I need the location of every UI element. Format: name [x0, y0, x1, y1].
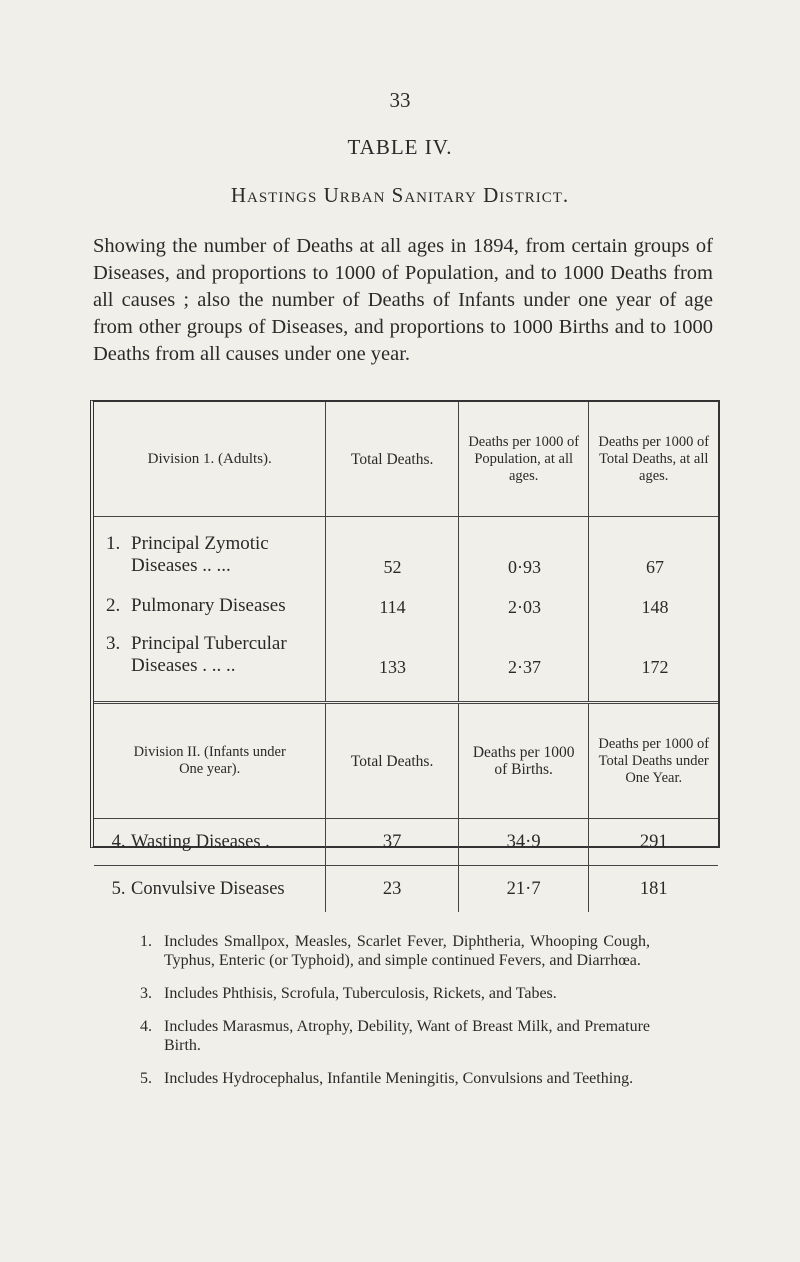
- row-total: 114: [379, 597, 406, 617]
- division2-header-per-births: Deaths per 1000 of Births.: [458, 704, 589, 818]
- row-per-births: 21·7: [458, 866, 589, 912]
- table-row: [94, 865, 718, 912]
- row-per-deaths: 148: [641, 597, 669, 617]
- table-row-label: [106, 595, 326, 617]
- row-number: 2.: [106, 595, 121, 616]
- division2-header: [94, 704, 718, 819]
- footnote-number: 4.: [140, 1018, 152, 1035]
- row-per-deaths: 67: [646, 557, 664, 577]
- row-total: 52: [383, 557, 402, 577]
- footnote-number: 1.: [140, 933, 152, 950]
- footnote-number: 5.: [140, 1070, 152, 1087]
- table-title: TABLE IV.: [347, 135, 453, 159]
- row-per-deaths: 181: [588, 866, 718, 912]
- row-total: 23: [325, 866, 458, 912]
- footnote: [140, 1069, 650, 1088]
- footnote-text: Includes Marasmus, Atrophy, Debility, Want of Breast Milk, and Premature Birth.: [164, 1018, 650, 1054]
- mortality-table: [90, 400, 720, 899]
- division2-header-per-deaths: Deaths per 1000 of Total Deaths under One Year.: [588, 704, 718, 818]
- row-label-line1: Pulmonary Diseases: [131, 595, 286, 616]
- row-number: 5.: [111, 878, 126, 899]
- row-number: 3.: [106, 633, 121, 654]
- row-per-population: 0·93: [508, 557, 541, 577]
- division1-header-per-population: Deaths per 1000 of Population, at all ages.: [458, 402, 589, 516]
- row-number: 4.: [111, 831, 126, 852]
- row-per-population: 2·03: [508, 597, 541, 617]
- row-label-line1: Principal Tubercular: [131, 633, 287, 654]
- row-total: 133: [379, 657, 406, 677]
- division1-header-total: Total Deaths.: [325, 402, 457, 516]
- footnote-text: Includes Smallpox, Measles, Scarlet Fever, Diphtheria, Whooping Cough, Typhus, Enteric (or Typhoid), and simple continued Fevers, and Diarrhœa.: [164, 933, 650, 969]
- row-label-line1: Principal Zymotic: [131, 533, 269, 554]
- table-row-label: [106, 533, 326, 577]
- division1-header: [94, 402, 718, 517]
- division1-header-label: Division 1. (Adults).: [147, 450, 272, 467]
- footnote-text: Includes Phthisis, Scrofula, Tuberculosis, Rickets, and Tabes.: [164, 985, 557, 1002]
- row-per-deaths: 172: [641, 657, 669, 677]
- division1-body: [94, 517, 718, 704]
- table-row: [94, 819, 718, 865]
- row-label-line2: Diseases .. ...: [131, 555, 231, 576]
- footnote-text: Includes Hydrocephalus, Infantile Meningitis, Convulsions and Teething.: [164, 1070, 634, 1087]
- row-total: 37: [325, 819, 458, 865]
- row-label: Convulsive Diseases: [131, 878, 285, 899]
- page-number: 33: [389, 88, 411, 112]
- district-title: Hastings Urban Sanitary District.: [230, 183, 570, 207]
- row-number: 1.: [106, 533, 121, 554]
- row-per-population: 2·37: [508, 657, 541, 677]
- row-label: Wasting Diseases .: [131, 831, 270, 852]
- footnote: [140, 984, 650, 1003]
- division2-header-total: Total Deaths.: [325, 704, 458, 818]
- footnote: [140, 932, 650, 970]
- division1-header-per-deaths: Deaths per 1000 of Total Deaths, at all ages.: [588, 402, 718, 516]
- footnote: [140, 1017, 650, 1055]
- footnotes: [140, 932, 650, 1102]
- row-per-births: 34·9: [458, 819, 589, 865]
- row-label-line2: Diseases . .. ..: [131, 655, 236, 676]
- row-per-deaths: 291: [588, 819, 718, 865]
- footnote-number: 3.: [140, 985, 152, 1002]
- intro-paragraph: Showing the number of Deaths at all ages in 1894, from certain groups of Diseases, and proportions to 1000 of Population, and to 1000 Deaths from all causes ; also the number of Deaths of Infants under one year of age from other groups of Diseases, and proportions to 1000 Births and to 1000 Deaths from all causes under one year.: [93, 235, 713, 365]
- table-row-label: [106, 633, 326, 677]
- division2-header-label: Division II. (Infants under One year).: [133, 744, 286, 777]
